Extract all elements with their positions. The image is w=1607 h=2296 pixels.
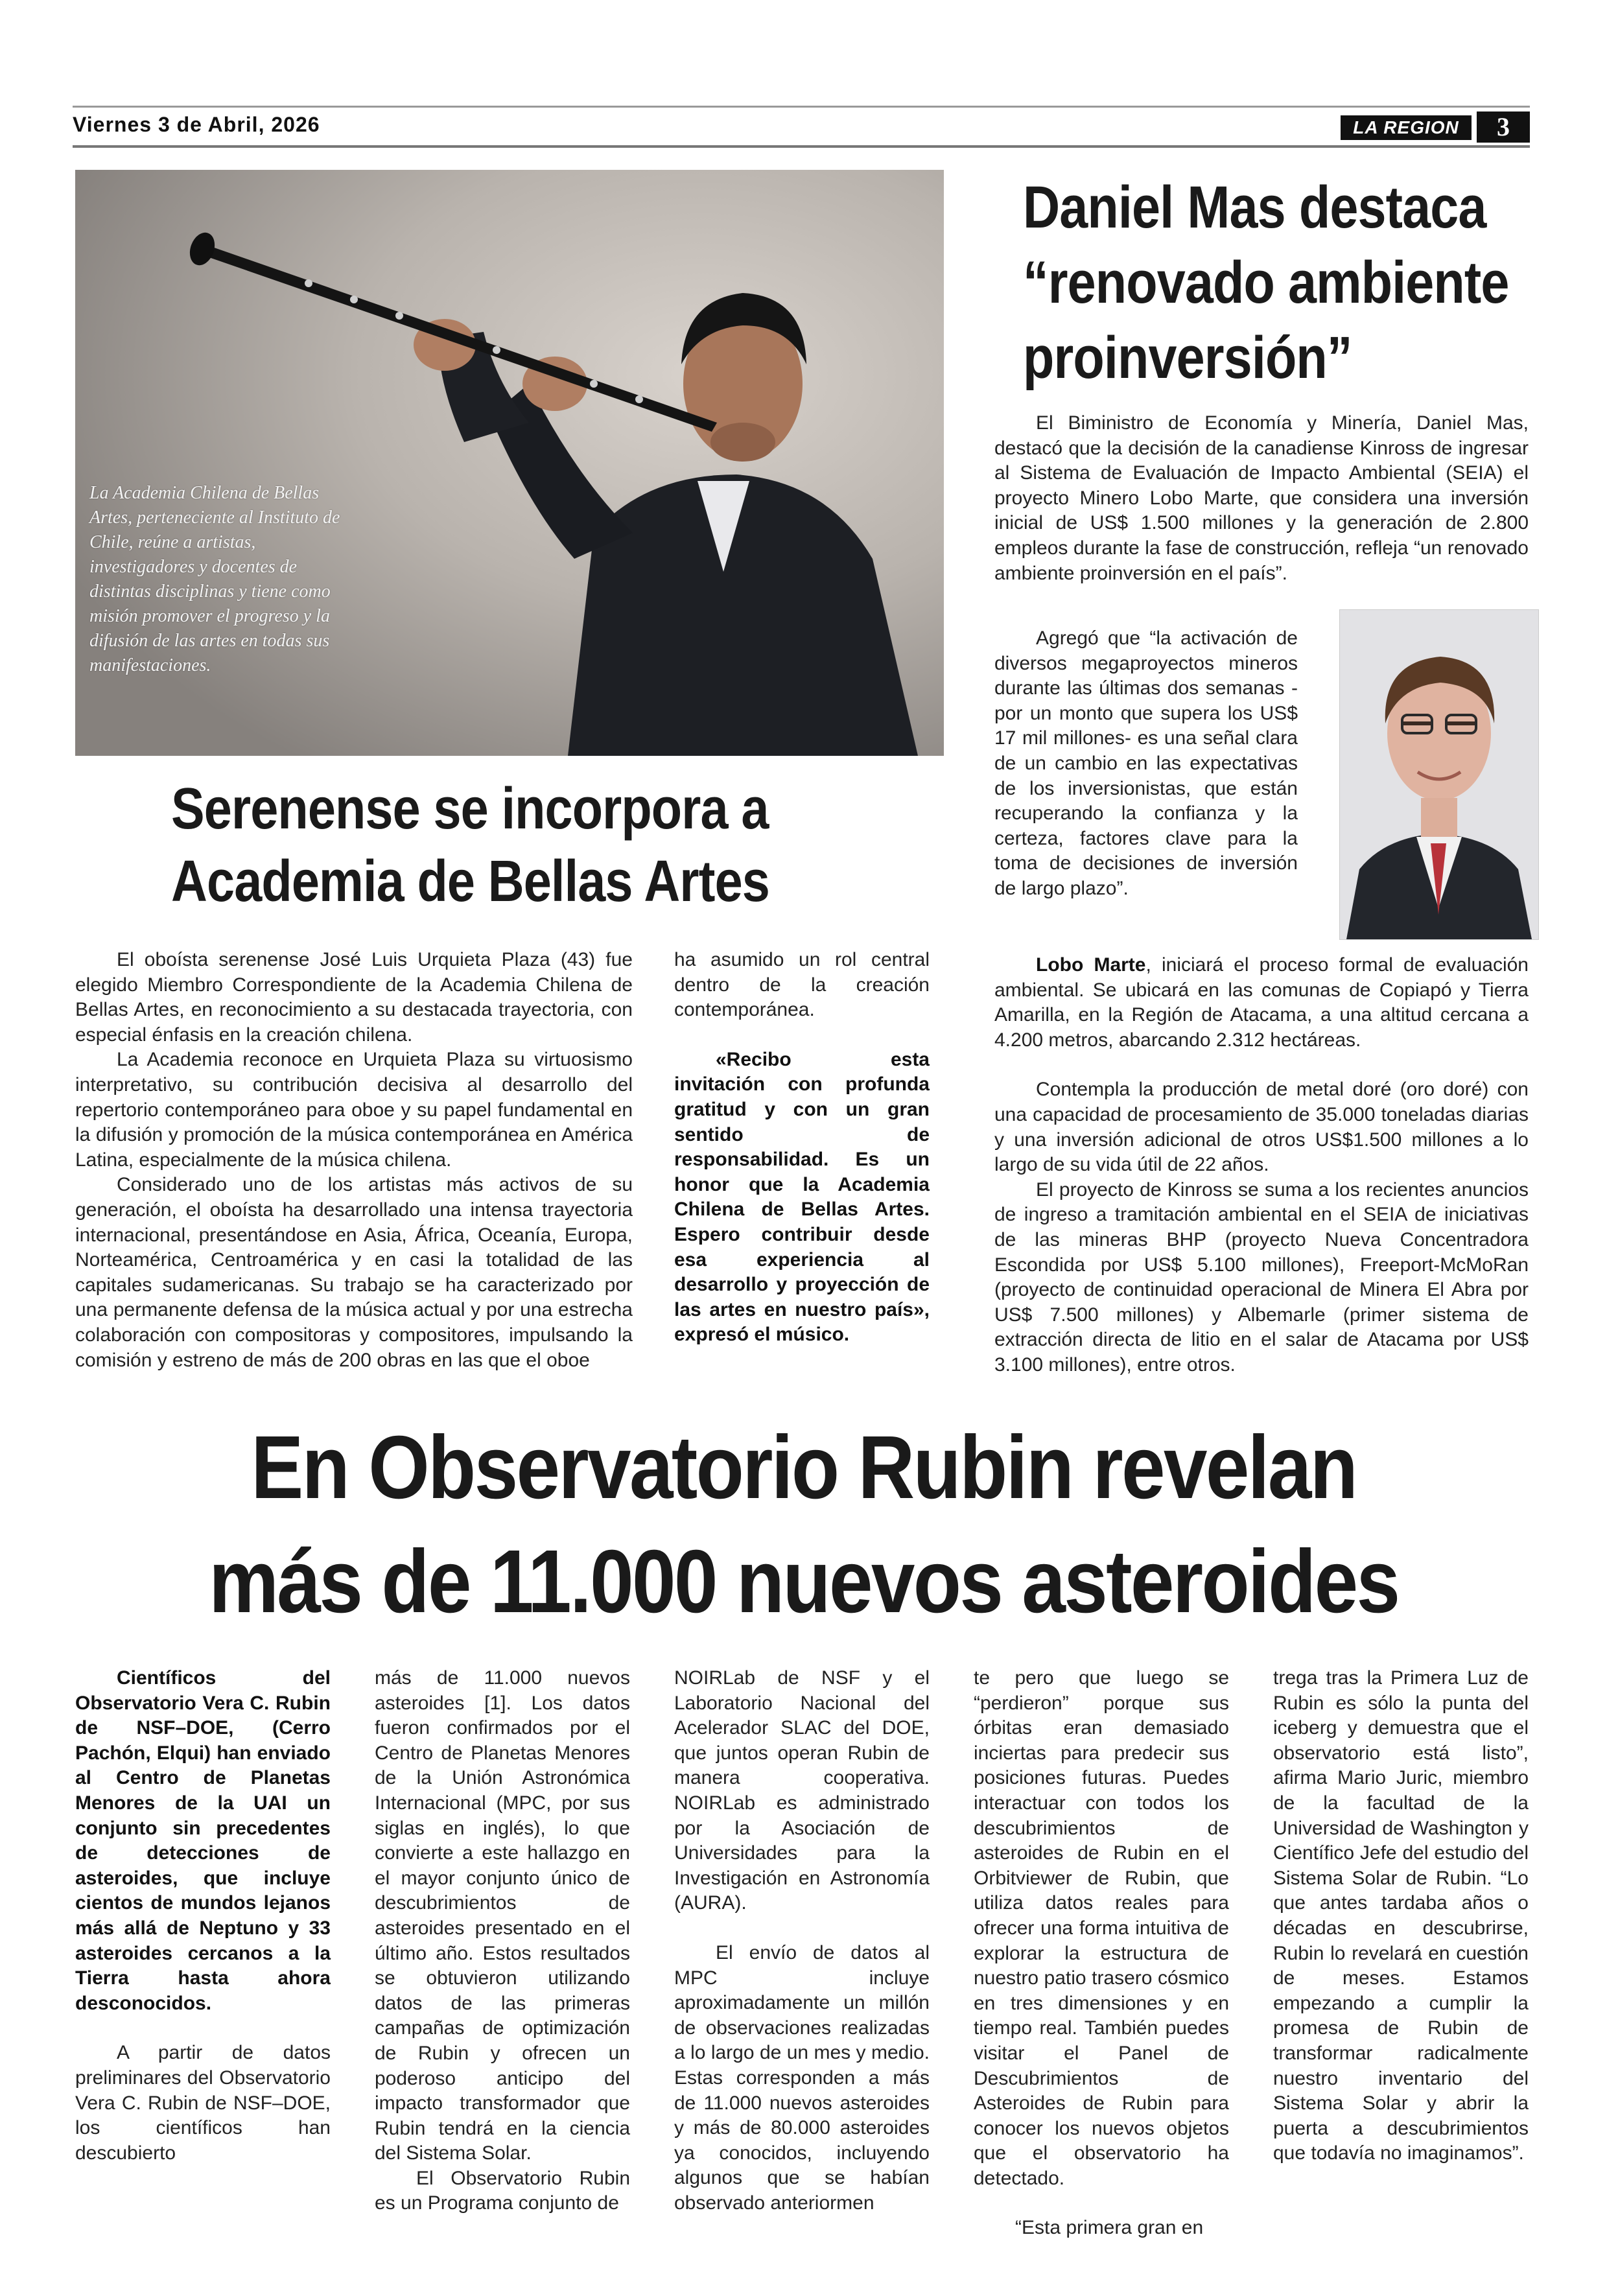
headline-mas-line2: “renovado ambiente xyxy=(1023,250,1509,316)
headline-academia xyxy=(171,773,769,918)
portrait-illustration xyxy=(1340,610,1538,939)
daniel-mas-portrait xyxy=(1339,609,1539,940)
headline-rubin-line2: más de 11.000 nuevos asteroides xyxy=(208,1532,1399,1632)
mas-paragraph-1-block xyxy=(994,411,1529,586)
rubin-paragraph: El envío de datos al MPC incluye aproximadamente un millón de observaciones realizadas a lo largo de un mes y medio. Estas corresponden a más de 11.000 nuevos asteroides y más de 80.000 asteroides ya conocidos, incluyendo algunos que se habían observado anteriormen xyxy=(674,1941,930,2214)
academia-quote: «Recibo esta invitación con profunda gratitud y con un gran sentido de responsabilidad. Es un honor que la Academia Chilena de Bellas Artes. Espero contribuir desde esa experiencia al desarrollo y proyección de las artes en nuestro país», expresó el músico. xyxy=(674,1048,930,1346)
academia-column-1 xyxy=(75,948,633,1381)
headline-rubin xyxy=(0,1411,1607,1639)
academia-column-2 xyxy=(674,948,930,1348)
rubin-column-2 xyxy=(375,1666,630,2216)
academia-paragraph: El oboísta serenense José Luis Urquieta Plaza (43) fue elegido Miembro Correspondiente de la Academia Chilena de Bellas Artes, en reconocimiento a su destacada trayectoria, con especial énfasis en la creación chilena. xyxy=(75,949,633,1046)
lobo-marte-lead: Lobo Marte xyxy=(1036,954,1146,976)
academia-paragraph-cont: ha asumido un rol central dentro de la creación contemporánea. xyxy=(674,949,930,1021)
rubin-column-3 xyxy=(674,1666,930,2216)
mas-paragraph: Agregó que “la activación de diversos megaproyectos mineros durante las últimas dos semanas -por un monto que supera los US$ 17 mil millones- es una señal clara de un cambio en las expectativas de los inversionistas, que están recuperando la confianza y la certeza, factores clave para la toma de decisiones de inversión de largo plazo”. xyxy=(994,627,1298,899)
academia-paragraph: La Academia reconoce en Urquieta Plaza su virtuosismo interpretativo, su contribución decisiva al desarrollo del repertorio contemporáneo para oboe y su papel fundamental en la difusión y promoción de la música contemporánea en América Latina, especialmente de la música chilena. xyxy=(75,1049,633,1171)
rubin-paragraph-cont: te pero que luego se “perdieron” porque sus órbitas eran demasiado inciertas para predecir sus posiciones futuras. Puedes interactuar con todos los descubrimientos de asteroides de Rubin en el Orbitviewer de Rubin, que utiliza datos reales para ofrecer una forma intuitiva de explorar la estructura de nuestro patio trasero cósmico en tres dimensiones y en tiempo real. También puedes visitar el Panel de Descubrimientos de Asteroides de Rubin para conocer los nuevos objetos que el observatorio ha detectado. xyxy=(974,1667,1229,2189)
mas-paragraph: , iniciará el proceso formal de evaluación ambiental. Se ubicará en las comunas de Copiapó y Tierra Amarilla, en la Región de Atacama, a una altitud cercana a 4.200 metros, abarcando 2.312 hectáreas. xyxy=(994,954,1529,1051)
newspaper-logo: LA REGION xyxy=(1341,115,1472,140)
rubin-lead: Científicos del Observatorio Vera C. Rubin de NSF–DOE, (Cerro Pachón, Elqui) han enviado al Centro de Planetas Menores de la UAI un conjunto sin precedentes de detecciones de asteroides, que incluye cientos de mundos lejanos más allá de Neptuno y 33 asteroides cercanos a la Tierra hasta ahora desconocidos. xyxy=(75,1667,331,2014)
rubin-paragraph-cont: más de 11.000 nuevos asteroides [1]. Los datos fueron confirmados por el Centro de Planetas Menores de la Unión Astronómica Internacional (MPC, por sus siglas en inglés), lo que convierte a este hallazgo en el mayor conjunto único de descubrimientos de asteroides presentado en el último año. Estos resultados se obtuvieron utilizando datos de las primeras campañas de optimización de Rubin y ofrecen un poderoso anticipo del impacto transformador que Rubin tendrá en la ciencia del Sistema Solar. xyxy=(375,1667,630,2164)
rubin-paragraph-cont: NOIRLab de NSF y el Laboratorio Nacional del Acelerador SLAC del DOE, que juntos operan Rubin de manera cooperativa. NOIRLab es administrado por la Asociación de Universidades para la Investigación en Astronomía (AURA). xyxy=(674,1667,930,1914)
rubin-paragraph: A partir de datos preliminares del Observatorio Vera C. Rubin de NSF–DOE, los científicos han descubierto xyxy=(75,2042,331,2164)
mas-paragraph: El proyecto de Kinross se suma a los recientes anuncios de ingreso a tramitación ambiental en el SEIA de iniciativas de las mineras BHP (proyecto Nueva Concentradora Escondida por US$ 5.100 millones), Freeport-McMoRan (proyecto de continuidad operacional de Minera El Abra por US$ 7.500 millones) y Albemarle (primer sistema de extracción directa de litio en el salar de Atacama por US$ 3.100 millones), entre otros. xyxy=(994,1178,1529,1376)
issue-date: Viernes 3 de Abril, 2026 xyxy=(73,113,320,136)
rubin-column-4 xyxy=(974,1666,1229,2241)
mas-column-beside-photo xyxy=(994,626,1298,902)
rubin-paragraph: El Observatorio Rubin es un Programa conjunto de xyxy=(375,2167,630,2214)
rubin-paragraph-cont: trega tras la Primera Luz de Rubin es sólo la punta del iceberg y demuestra que el observatorio está listo”, afirma Mario Juric, miembro de la facultad de la Universidad de Washington y Científico Jefe del estudio del Sistema Solar de Rubin. “Lo que antes tardaba años o décadas en descubrirse, Rubin lo revelará en cuestión de meses. Estamos empezando a cumplir la promesa de Rubin de transformar radicalmente nuestro inventario del Sistema Solar y abrir la puerta a descubrimientos que todavía no imaginamos”. xyxy=(1273,1667,1529,2164)
rubin-column-5 xyxy=(1273,1666,1529,2166)
headline-mas xyxy=(1023,170,1509,395)
page-number: 3 xyxy=(1477,111,1530,143)
rubin-column-1 xyxy=(75,1666,331,2166)
photo-caption: La Academia Chilena de Bellas Artes, perteneciente al Instituto de Chile, reúne a artistas, investigadores y docentes de distintas disciplinas y tiene como misión promover el progreso y la difusión de las artes en todas sus manifestaciones. xyxy=(89,483,340,675)
mas-paragraph: El Biministro de Economía y Minería, Daniel Mas, destacó que la decisión de la canadiense Kinross de ingresar al Sistema de Evaluación de Impacto Ambiental (SEIA) el proyecto Minero Lobo Marte, que considera una inversión inicial de US$ 1.500 millones y la generación de 2.800 empleos durante la fase de construcción, refleja “un renovado ambiente proinversión en el país”. xyxy=(994,412,1529,584)
rubin-paragraph: “Esta primera gran en xyxy=(1015,2217,1204,2239)
headline-mas-line3: proinversión” xyxy=(1023,325,1352,391)
headline-academia-line1: Serenense se incorpora a xyxy=(171,777,769,841)
academia-paragraph: Considerado uno de los artistas más activos de su generación, el oboísta ha desarrollado una intensa trayectoria internacional, presentándose en Asia, África, Oceanía, Europa, Norteamérica, Centroamérica y en casi la totalidad de las capitales sudamericanas. Su trabajo se ha caracterizado por una permanente defensa de la música actual y por una estrecha colaboración con compositoras y compositores, impulsando la comisión y estreno de más de 200 obras en las que el oboe xyxy=(75,1174,633,1371)
headline-rubin-line1: En Observatorio Rubin revelan xyxy=(250,1418,1357,1517)
mas-column-lower xyxy=(994,953,1529,1378)
header-bottom-rule xyxy=(73,145,1530,148)
headline-academia-line2: Academia de Bellas Artes xyxy=(171,849,769,914)
headline-mas-line1: Daniel Mas destaca xyxy=(1023,174,1486,240)
mas-paragraph: Contempla la producción de metal doré (oro doré) con una capacidad de procesamiento de 35.000 toneladas diarias y una inversión adicional de otros US$1.500 millones a lo largo de su vida útil de 22 años. xyxy=(994,1079,1529,1176)
header-top-rule xyxy=(73,106,1530,108)
